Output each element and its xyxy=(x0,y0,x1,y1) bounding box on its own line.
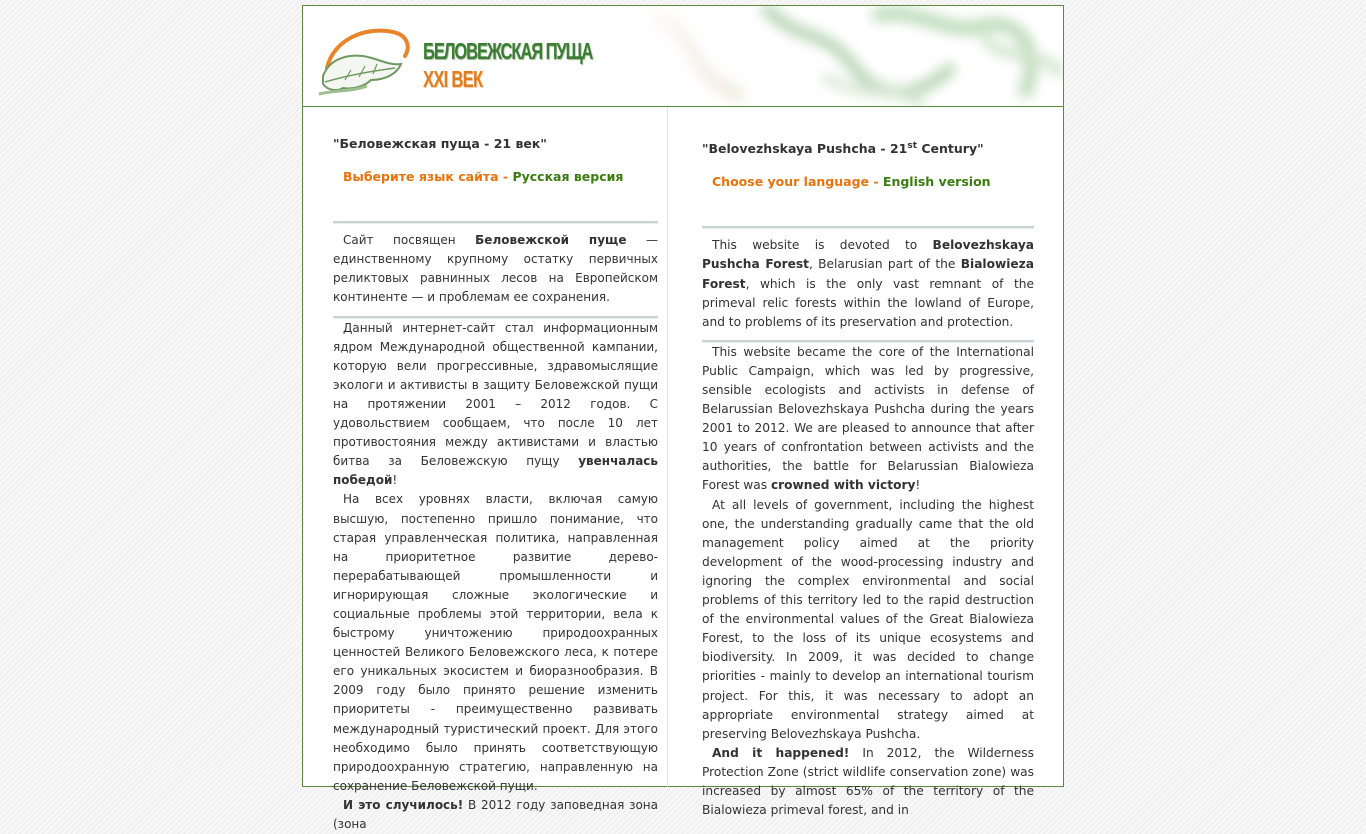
header-decoration xyxy=(623,6,1063,106)
en-language-selector xyxy=(712,172,1034,191)
ru-divider-1 xyxy=(333,221,658,224)
ru-p2-bold: увенчалась победой xyxy=(333,454,658,488)
en-lang-separator: - xyxy=(869,174,883,190)
bison-leaf-icon xyxy=(315,20,425,100)
ru-p4-bold: И это случилось! xyxy=(343,797,464,812)
russian-version-link[interactable]: Русская версия xyxy=(512,169,624,185)
ru-paragraph-3: На всех уровнях власти, включая самую высшую, постепенно пришло понимание, что старая управленческая политика, направленная на приоритетное развитие дерево-перерабатывающей промышленности и игнорирующая сложные экологические и социальные проблемы этой территории, вела к быстрому уничтожению природоохранных ценностей Великого Беловежского леса, к потере его уникальных экосистем и биоразнообразия. В 2009 году было принято решение изменить приоритеты - преимущественно развивать международный туристический проект. Для этого необходимо было принять соответствующую природоохранную стратегию, направленную на сохранение Беловежской пущи. xyxy=(333,492,658,793)
ru-paragraph-1 xyxy=(333,231,658,307)
en-p1-text-mid: , Belarusian part of the xyxy=(808,257,961,272)
en-p4-text: In 2012, the Wilderness Protection Zone (strict wildlife conservation zone) was increased by almost 65% of the territory of the Bialowieza primeval forest, and in xyxy=(702,745,1034,818)
ru-paragraph-2 xyxy=(333,319,658,491)
en-p1-text: This website is devoted to xyxy=(712,238,933,253)
en-p2-text: This website became the core of the International Public Campaign, which was led by progressive, sensible ecologists and activists in defense of Belarussian Belovezhskaya Pushcha during the years 2001 to 2012. We are pleased to announce that after 10 years of confrontation between activists and the authorities, the battle for Belarussian Bialowieza Forest was xyxy=(702,344,1034,493)
en-title-text: "Belovezhskaya Pushcha - 21 xyxy=(702,141,908,157)
english-version-link[interactable]: English version xyxy=(882,174,991,190)
column-divider xyxy=(667,107,668,787)
english-column xyxy=(702,107,1034,820)
en-title xyxy=(702,137,1034,158)
ru-p1-text: Сайт посвящен xyxy=(343,233,476,248)
ru-lang-prompt: Выберите язык сайта xyxy=(343,169,499,185)
en-p1-text-end: , which is the only vast remnant of the primeval relic forests within the lowland of Europe, and to problems of its preservation and protection. xyxy=(702,276,1034,329)
ru-p2-text-end: ! xyxy=(392,473,398,488)
page-container xyxy=(302,5,1064,831)
ru-paragraph-4 xyxy=(333,796,658,834)
ru-lang-separator: - xyxy=(498,169,513,185)
ru-p1-bold: Беловежской пуще xyxy=(475,233,627,248)
en-title-sup: st xyxy=(907,141,918,151)
en-p1-bold-2: Bialowieza Forest xyxy=(702,257,1034,291)
en-p1-bold-1: Belovezhskaya Pushcha Forest xyxy=(702,238,1034,272)
russian-column xyxy=(333,107,658,834)
en-paragraph-4 xyxy=(702,744,1034,820)
ru-p1-text-end: — единственному крупному остатку первичных реликтовых равнинных лесов на Европейском континенте — и проблемам ее сохранения. xyxy=(333,233,658,305)
en-paragraph-1 xyxy=(702,236,1034,331)
en-paragraph-2 xyxy=(702,343,1034,496)
ru-p4-text: В 2012 году заповедная зона (зона xyxy=(333,797,658,831)
ru-p2-text: Данный интернет-сайт стал информационным ядром Международной общественной кампании, которую вели прогрессивные, здравомыслящие экологи и активисты в защиту Беловежской пущи на протяжении 2001 – 2012 годов. С удовольствием сообщаем, что после 10 лет противостояния между активистами и властью битва за Беловежскую пущу xyxy=(333,320,658,469)
en-p4-bold: And it happened! xyxy=(712,745,850,760)
en-lang-prompt: Choose your language xyxy=(712,174,869,190)
ru-title: "Беловежская пуща - 21 век" xyxy=(333,136,547,151)
site-header xyxy=(303,6,1063,107)
logo-subtitle: XXI ВЕК xyxy=(423,66,483,92)
en-title-text-end: Century" xyxy=(917,141,984,157)
en-p2-bold: crowned with victory xyxy=(770,478,916,493)
en-divider-1 xyxy=(702,226,1034,229)
ru-language-selector xyxy=(343,167,658,186)
logo-title: БЕЛОВЕЖСКАЯ ПУЩА xyxy=(423,38,593,64)
en-p2-text-end: ! xyxy=(915,478,921,493)
site-logo[interactable] xyxy=(315,20,593,100)
en-paragraph-3: At all levels of government, including the highest one, the understanding gradually came that the old management policy aimed at the priority development of the wood-processing industry and ignoring the complex environmental and social problems of this territory led to the rapid destruction of the environmental values of the Great Bialowieza Forest, to the loss of its unique ecosystems and biodiversity. In 2009, it was decided to change priorities - mainly to develop an international tourism project. For this, it was necessary to adopt an appropriate environmental strategy aimed at preserving Belovezhskaya Pushcha. xyxy=(702,497,1034,741)
